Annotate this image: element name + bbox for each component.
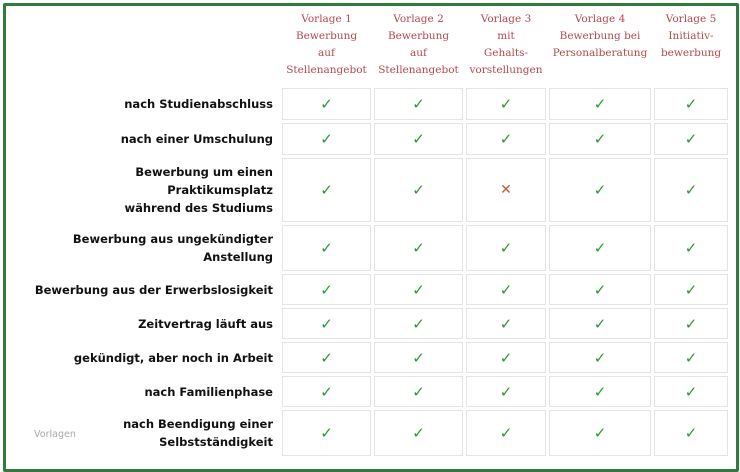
check-icon: ✓ (466, 308, 546, 339)
check-icon: ✓ (282, 410, 371, 456)
check-icon: ✓ (282, 88, 371, 120)
column-header-line: Vorlage 5 (665, 13, 717, 25)
check-icon: ✓ (549, 274, 651, 305)
check-icon: ✓ (654, 88, 728, 120)
check-icon: ✓ (549, 225, 651, 271)
comparison-frame (3, 3, 739, 472)
check-icon: ✓ (374, 225, 463, 271)
check-icon: ✓ (549, 410, 651, 456)
cross-icon: ✕ (466, 158, 546, 222)
table-row (9, 308, 728, 339)
corner-cell (9, 9, 279, 85)
row-label (9, 308, 279, 339)
check-icon: ✓ (374, 158, 463, 222)
table-row (9, 342, 728, 373)
row-label (9, 158, 279, 222)
check-icon: ✓ (654, 123, 728, 155)
column-header-line: Stellenangebot (286, 64, 367, 76)
table-row (9, 158, 728, 222)
check-icon: ✓ (466, 274, 546, 305)
template-comparison-table (6, 6, 731, 459)
check-icon: ✓ (549, 88, 651, 120)
check-icon: ✓ (549, 123, 651, 155)
check-icon: ✓ (374, 123, 463, 155)
row-label (9, 274, 279, 305)
column-header-row (9, 9, 728, 85)
row-label (9, 123, 279, 155)
row-label-line: Anstellung (203, 250, 273, 264)
check-icon: ✓ (282, 225, 371, 271)
check-icon: ✓ (549, 158, 651, 222)
check-icon: ✓ (466, 123, 546, 155)
check-icon: ✓ (374, 376, 463, 407)
column-header-line: Gehalts- (483, 47, 529, 59)
check-icon: ✓ (282, 274, 371, 305)
column-header-line: Bewerbung bei (559, 30, 641, 42)
row-label-line: Bewerbung aus der Erwerbslosigkeit (34, 282, 273, 297)
column-header-line: Bewerbung (387, 30, 450, 42)
column-header-line: Vorlage 3 (480, 13, 532, 25)
check-icon: ✓ (282, 376, 371, 407)
column-header-vorlage-4 (549, 9, 651, 85)
row-label-line: Bewerbung aus ungekündigter (72, 232, 273, 246)
column-header-line: bewerbung (660, 47, 722, 59)
column-header-line: auf (318, 47, 335, 59)
check-icon: ✓ (654, 376, 728, 407)
row-label-line: nach Familienphase (144, 384, 273, 399)
check-icon: ✓ (466, 376, 546, 407)
column-header-line: Initiativ- (668, 30, 714, 42)
check-icon: ✓ (549, 376, 651, 407)
row-label (9, 225, 279, 271)
row-label-line: nach Studienabschluss (124, 97, 273, 111)
check-icon: ✓ (654, 274, 728, 305)
row-label (9, 376, 279, 407)
check-icon: ✓ (549, 308, 651, 339)
row-label-line: nach Beendigung einer (123, 417, 273, 431)
check-icon: ✓ (549, 342, 651, 373)
row-label-line: nach einer Umschulung (120, 132, 273, 146)
column-header-line: Vorlage 2 (393, 13, 444, 25)
watermark-label: Vorlagen (34, 429, 76, 440)
check-icon: ✓ (654, 225, 728, 271)
table-row (9, 410, 728, 456)
column-header-line: mit (497, 30, 515, 42)
check-icon: ✓ (282, 342, 371, 373)
row-label-line: während des Studiums (124, 201, 273, 215)
check-icon: ✓ (374, 88, 463, 120)
row-label-line: Zeitvertrag läuft aus (138, 316, 273, 331)
column-header-line: Personalberatung (552, 47, 648, 59)
check-icon: ✓ (466, 225, 546, 271)
check-icon: ✓ (374, 274, 463, 305)
check-icon: ✓ (654, 308, 728, 339)
column-header-line: Bewerbung (295, 30, 358, 42)
column-header-line: Stellenangebot (378, 64, 459, 76)
table-body (9, 88, 728, 456)
column-header-line: vorstellungen (469, 64, 543, 76)
check-icon: ✓ (374, 342, 463, 373)
row-label (9, 342, 279, 373)
column-header-vorlage-3 (466, 9, 546, 85)
check-icon: ✓ (374, 308, 463, 339)
check-icon: ✓ (654, 410, 728, 456)
check-icon: ✓ (654, 342, 728, 373)
check-icon: ✓ (654, 158, 728, 222)
column-header-vorlage-2 (374, 9, 463, 85)
table-row (9, 225, 728, 271)
column-header-line: Vorlage 4 (574, 13, 626, 25)
row-label-line: Praktikumsplatz (167, 183, 273, 197)
row-label-line: Bewerbung um einen (135, 165, 273, 179)
row-label-line: gekündigt, aber noch in Arbeit (73, 350, 273, 365)
table-row (9, 123, 728, 155)
check-icon: ✓ (466, 342, 546, 373)
check-icon: ✓ (466, 410, 546, 456)
column-header-vorlage-1 (282, 9, 371, 85)
check-icon: ✓ (466, 88, 546, 120)
check-icon: ✓ (374, 410, 463, 456)
check-icon: ✓ (282, 123, 371, 155)
row-label-line: Selbstständigkeit (159, 435, 273, 449)
table-row (9, 376, 728, 407)
table-row (9, 88, 728, 120)
column-header-line: Vorlage 1 (301, 13, 352, 25)
row-label (9, 88, 279, 120)
column-header-line: auf (410, 47, 427, 59)
column-header-vorlage-5 (654, 9, 728, 85)
check-icon: ✓ (282, 158, 371, 222)
check-icon: ✓ (282, 308, 371, 339)
table-row (9, 274, 728, 305)
